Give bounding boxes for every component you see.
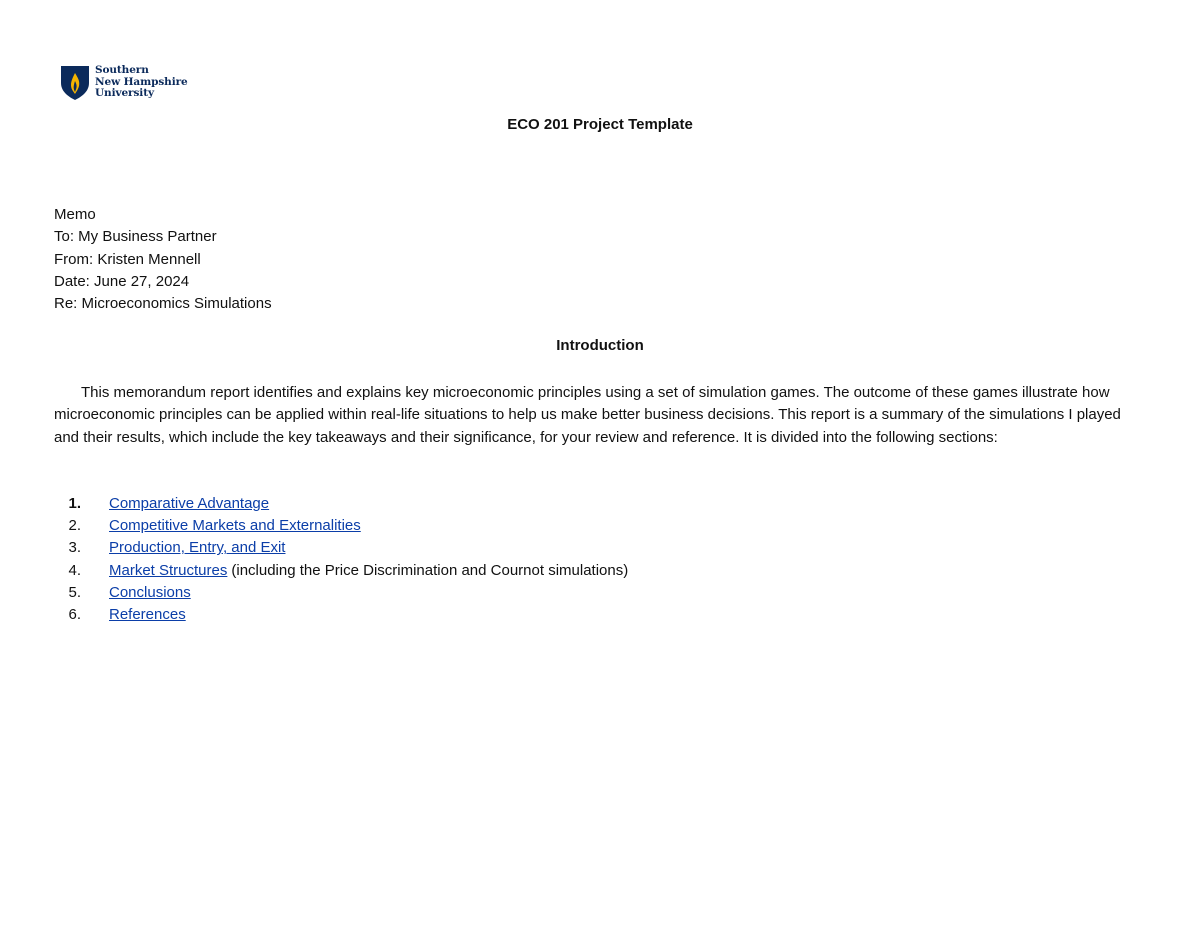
memo-label: Memo [54, 206, 96, 223]
toc-number: 4. [68, 561, 81, 579]
toc-link-market-structures[interactable]: Market Structures [109, 561, 228, 579]
introduction-heading: Introduction [556, 337, 644, 354]
toc-number: 2. [68, 517, 81, 535]
toc-item [54, 493, 628, 515]
toc-link-comparative-advantage[interactable]: Comparative Advantage [109, 495, 270, 512]
toc-link-references[interactable]: References [109, 606, 186, 624]
shield-flame-icon [60, 65, 90, 101]
table-of-contents [54, 493, 628, 626]
toc-item [54, 515, 628, 537]
toc-item [54, 560, 628, 582]
memo-to: To: My Business Partner [54, 228, 217, 246]
logo-line-1: Southern [95, 64, 149, 76]
toc-link-conclusions[interactable]: Conclusions [109, 583, 191, 601]
memo-header [54, 204, 272, 315]
memo-from: From: Kristen Mennell [54, 250, 201, 268]
toc-item [54, 582, 628, 604]
memo-re: Re: Microeconomics Simulations [54, 295, 272, 313]
document-title: ECO 201 Project Template [507, 116, 693, 133]
logo-line-2: New Hampshire [95, 75, 188, 88]
toc-number: 3. [68, 539, 81, 557]
toc-item [54, 604, 628, 626]
logo-line-3: University [95, 87, 154, 99]
toc-number: 5. [68, 583, 81, 601]
intro-paragraph: This memorandum report identifies and explains key microeconomic principles using a set of simulation games. The outcome of these games illustrate how microeconomic principles can be applied within real-life situations to help us make better business decisions. This report is a summary of the simulations I played and their results, which include the key takeaways and their significance, for your review and reference. It is divided into the following sections: [54, 384, 1121, 446]
memo-date: Date: June 27, 2024 [54, 272, 190, 290]
snhu-logo [60, 65, 188, 101]
logo-wordmark [95, 65, 188, 100]
toc-link-production-entry-exit[interactable]: Production, Entry, and Exit [109, 539, 286, 557]
toc-number: 6. [68, 606, 81, 624]
toc-link-competitive-markets[interactable]: Competitive Markets and Externalities [109, 517, 361, 535]
toc-item [54, 537, 628, 559]
toc-suffix: (including the Price Discrimination and Cournot simulations) [231, 561, 629, 579]
toc-number: 1. [68, 495, 81, 512]
